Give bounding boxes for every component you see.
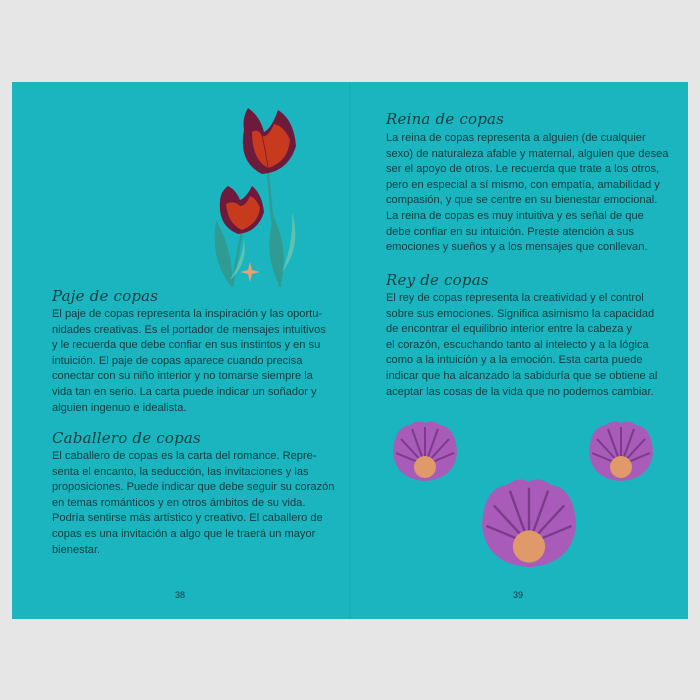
text-line: el corazón, escuchando tanto al intelecto y a la lógica [386,338,649,351]
text-line: El rey de copas representa la creatividad y el control [386,292,644,304]
page-number-left: 38 [175,590,186,600]
shell-icon [390,419,460,483]
text-line: sexo) de naturaleza afable y maternal, alguien que desea [386,147,669,160]
text-line: como a la intuición y a la emoción. Esta carta puede [386,354,643,367]
text-line: vida tan en serio. La carta puede indicar un soñador y [52,385,317,398]
section-text-paje [52,307,326,416]
section-text-reina [386,131,668,256]
right-page [350,82,688,619]
section-text-rey [386,291,657,400]
text-line: debe confiar en su intuición. Preste atención a sus [386,225,634,238]
text-line: La reina de copas representa a alguien (de cualquier [386,132,646,144]
text-line: de encontrar el equilibrio interior entre la cabeza y [386,323,633,336]
section-title-paje: Paje de copas [52,287,159,305]
text-line: ser el apoyo de otros. Le recuerda que trate a los otros, [386,163,660,176]
book-spread [12,82,688,619]
text-line: Podría sentirse más artístico y creativo. El caballero de [52,512,323,525]
text-line: senta el encanto, la seducción, las invitaciones y las [52,465,309,478]
text-line: bienestar. [52,543,101,556]
shell-icon [476,476,582,570]
text-line: El paje de copas representa la inspiración y las oportu- [52,308,323,320]
text-line: proposiciones. Puede indicar que debe seguir su corazón [52,481,335,494]
left-page [12,82,350,619]
text-line: en temas románticos y en otros ámbitos de su vida. [52,496,306,509]
text-line: copas es una invitación a algo que le traerá un mayor [52,527,316,540]
text-line: intuición. El paje de copas aparece cuando precisa [52,354,303,367]
text-line: pero en especial a sí mismo, con empatía, amabilidad y [386,178,660,191]
text-line: y le recuerda que debe confiar en sus instintos y en su [52,339,321,352]
section-title-reina: Reina de copas [386,110,505,128]
text-line: sobre sus emociones. Significa asimismo la capacidad [386,307,655,320]
text-line: aceptar las cosas de la vida que no podemos cambiar. [386,385,654,398]
text-line: conectar con su niño interior y no tomarse siempre la [52,370,313,383]
text-line: El caballero de copas es la carta del romance. Repre- [52,450,317,462]
text-line: emociones y sueños y a los mensajes que conllevan. [386,241,648,254]
shell-icon [586,419,656,483]
text-line: indicar que ha alcanzado la sabiduría que se obtiene al [386,369,658,382]
section-text-caballero [52,449,334,558]
tulips-illustration [202,102,312,292]
section-title-rey: Rey de copas [386,271,489,289]
text-line: La reina de copas es muy intuitiva y es señal de que [386,209,644,222]
text-line: nidades creativas. Es el portador de mensajes intuitivos [52,323,326,336]
page-number-right: 39 [513,590,524,600]
text-line: alguien ingenuo e idealista. [52,401,187,414]
text-line: compasión, y que se centre en su bienestar emocional. [386,194,658,207]
section-title-caballero: Caballero de copas [52,429,201,447]
